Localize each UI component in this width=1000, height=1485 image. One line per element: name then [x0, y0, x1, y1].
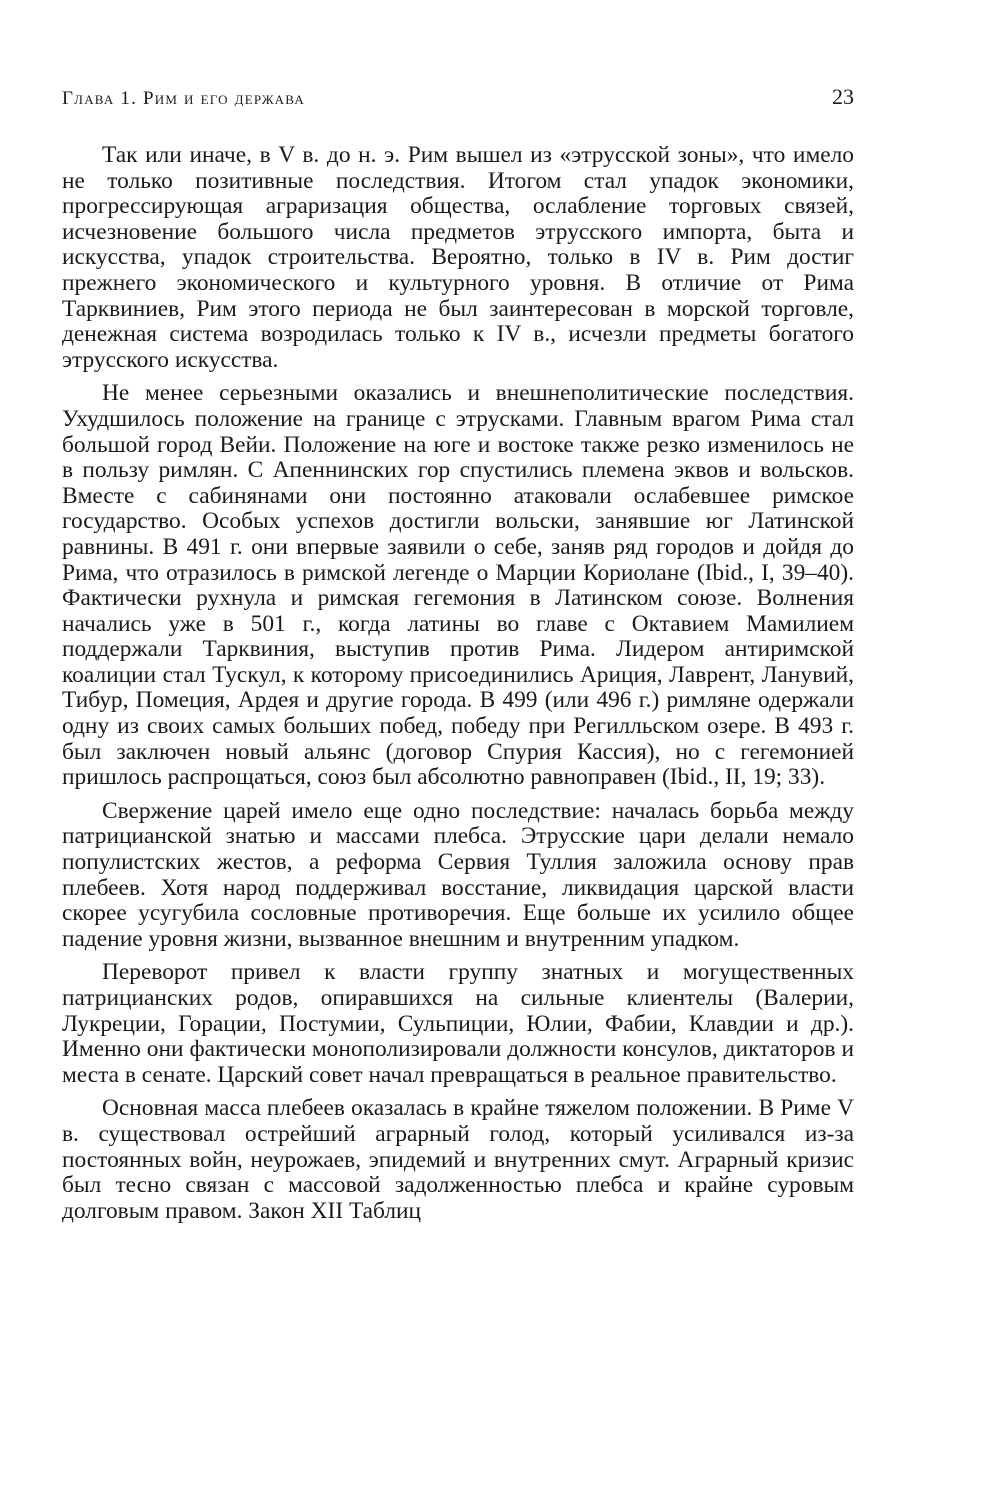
- page-number: 23: [832, 84, 854, 109]
- running-head: [62, 84, 854, 116]
- paragraph-5: Основная масса плебеев оказалась в крайне тяжелом положении. В Риме V в. существовал острейший аграрный голод, который усиливался из-за постоянных войн, неурожаев, эпидемий и внутренних смут. Аграрный кризис был тесно связан с массовой задолженностью плебса и крайне суровым долговым правом. Закон XII Таблиц: [62, 1095, 854, 1224]
- paragraph-3: Свержение царей имело еще одно последствие: началась борьба между патрицианской знатью и массами плебса. Этрусские цари делали немало популистских жестов, а реформа Сервия Туллия заложила основу прав плебеев. Хотя народ поддерживал восстание, ликвидация царской власти скорее усугубила сословные противоречия. Еще больше их усилило общее падение уровня жизни, вызванное внешним и внутренним упадком.: [62, 797, 854, 952]
- paragraph-1: Так или иначе, в V в. до н. э. Рим вышел из «этрусской зоны», что имело не только позитивные последствия. Итогом стал упадок экономики, прогрессирующая аграризация общества, ослабление торговых связей, исчезновение большого числа предметов этрусского импорта, быта и искусства, упадок строительства. Вероятно, только в IV в. Рим достиг прежнего экономического и культурного уровня. В отличие от Рима Тарквиниев, Рим этого периода не был заинтересован в морской торговле, денежная система возродилась только к IV в., исчезли предметы богатого этрусского искусства.: [62, 142, 854, 373]
- paragraph-4: Переворот привел к власти группу знатных и могущественных патрицианских родов, опиравшихся на сильные клиентелы (Валерии, Лукреции, Горации, Постумии, Сульпиции, Юлии, Фабии, Клавдии и др.). Именно они фактически монополизировали должности консулов, диктаторов и места в сенате. Царский совет начал превращаться в реальное правительство.: [62, 959, 854, 1088]
- running-title: Глава 1. Рим и его держава: [62, 88, 305, 109]
- body-text: [62, 143, 854, 1224]
- paragraph-2: Не менее серьезными оказались и внешнеполитические последствия. Ухудшилось положение на границе с этрусками. Главным врагом Рима стал большой город Вейи. Положение на юге и востоке также резко изменилось не в пользу римлян. С Апеннинских гор спустились племена эквов и вольсков. Вместе с сабинянами они постоянно атаковали ослабевшее римское государство. Особых успехов достигли вольски, занявшие юг Латинской равнины. В 491 г. они впервые заявили о себе, заняв ряд городов и дойдя до Рима, что отразилось в римской легенде о Марции Кориолане (Ibid., I, 39–40). Фактически рухнула и римская гегемония в Латинском союзе. Волнения начались уже в 501 г., когда латины во главе с Октавием Мамилием поддержали Тарквиния, выступив против Рима. Лидером антиримской коалиции стал Тускул, к которому присоединились Ариция, Лаврент, Ланувий, Тибур, Помеция, Ардея и другие города. В 499 (или 496 г.) римляне одержали одну из своих самых больших побед, победу при Регилльском озере. В 493 г. был заключен новый альянс (договор Спурия Кассия), но с гегемонией пришлось распрощаться, союз был абсолютно равноправен (Ibid., II, 19; 33).: [62, 380, 854, 791]
